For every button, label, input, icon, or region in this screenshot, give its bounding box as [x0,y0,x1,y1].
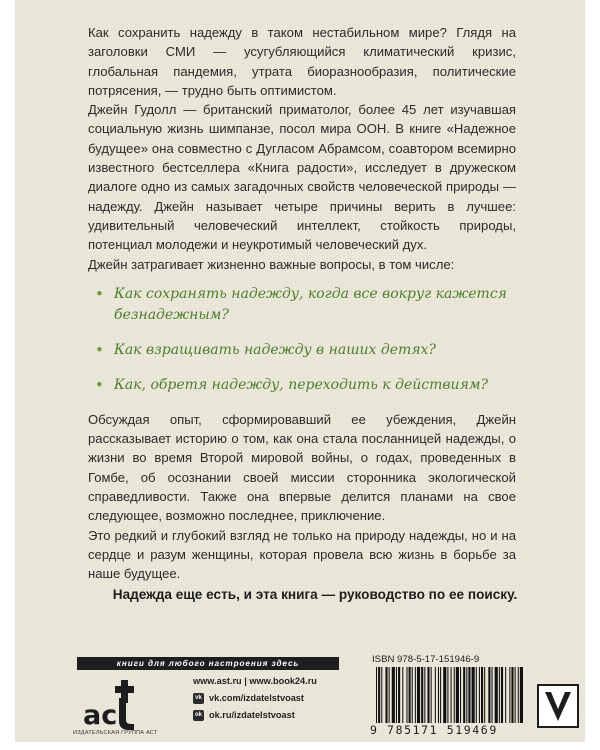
barcode-bar [409,667,411,723]
slogan-strip: книги для любого настроения здесь [77,657,339,670]
barcode-bar [435,667,436,723]
bullet-icon: • [95,340,104,359]
barcode-block [370,654,525,738]
publisher-subtitle: ИЗДАТЕЛЬСКАЯ ГРУППА АСТ [73,730,158,736]
ok-icon: ok [193,710,204,721]
ok-link[interactable]: ok.ru/izdatelstvoast [209,710,295,720]
barcode-bar [499,667,500,723]
barcode-bar [451,667,452,723]
barcode-bar [468,667,470,723]
question-item [88,284,516,326]
barcode-bar [378,667,380,723]
barcode-bar [443,667,446,723]
question-text: Как, обретя надежду, переходить к действиям? [114,376,488,393]
barcode-bar [454,667,455,723]
barcode-number: 9 785171 519469 [370,723,498,737]
barcode-bar [511,667,513,723]
vk-link[interactable]: vk.com/izdatelstvoast [209,693,304,703]
publisher-links [193,673,317,724]
description-paragraph-author: Джейн Гудолл — британский приматолог, более 45 лет изучавшая социальную жизнь шимпанзе, посол мира ООН. В книге «Надежное будущее» она совместно с Дугласом Абрамсом, соавтором всемирно известного бестселлера «Книга радости», исследует в дружеском диалоге одно из самых загадочных свойств человеческой природы — надежду. Джейн называет четыре причины верить в лучшее: удивительный человеческий интеллект, стойкость природы, потенциал молодежи и неукротимый человеческий дух. [88,102,516,253]
description-paragraph-story: Обсуждая опыт, сформировавший ее убеждения, Джейн рассказывает историю о том, как она стала посланницей надежды, о жизни во время Второй мировой войны, о годах, проведенных в Гомбе, об осознании своей миссии сторонника экологической справедливости. Также она впервые делится планами на свое следующее, возможно последнее, приключение. [88,411,516,524]
book-back-cover [15,0,585,742]
isbn-text: ISBN 978-5-17-151946-9 [372,654,480,665]
website-links[interactable]: www.ast.ru | www.book24.ru [193,676,317,686]
description-block [88,23,516,584]
barcode-bar [396,667,397,723]
barcode-bar [440,667,441,723]
barcode-bar [476,667,477,723]
barcode-bar [389,667,390,723]
barcode-bar [515,667,516,723]
barcode-bar [463,667,465,723]
question-item [88,340,516,361]
description-paragraph-intro: Как сохранить надежду в таком нестабильном мире? Глядя на заголовки СМИ — усугубляющийся климатический кризис, глобальная пандемия, утрата биоразнообразия, политические потрясения, — трудно быть оптимистом. [88,25,516,98]
imprint-v-logo-icon [537,684,579,728]
barcode-bar [501,667,503,723]
barcode-bar [481,667,483,723]
barcode-bar [488,667,490,723]
barcode-bar [466,667,467,723]
barcode-bar [381,667,382,723]
svg-text:ac: ac [83,700,118,731]
barcode-bar [424,667,425,723]
barcode-bar [460,667,461,723]
bullet-icon: • [95,284,104,303]
description-paragraph-closing: Это редкий и глубокий взгляд не только на природу надежды, но и на сердце и разум женщины, которая провела всю жизнь в борьбе за наше будущее. [88,527,516,582]
barcode-bar [479,667,480,723]
barcode-bar [520,667,523,723]
vk-link-row[interactable] [193,690,317,707]
description-paragraph-questions-lead: Джейн затрагивает жизненно важные вопросы, в том числе: [88,256,455,272]
barcode-bar [447,667,448,723]
ok-link-row[interactable] [193,707,317,724]
barcode-bar [392,667,395,723]
barcode-bar [484,667,485,723]
barcode-bar [456,667,459,723]
barcode-bar [415,667,416,723]
barcode-bar [431,667,432,723]
barcode-bar [421,667,423,723]
barcode-bar [492,667,493,723]
ast-logo-icon [81,676,143,732]
barcode-bar [406,667,407,723]
barcode-bar [412,667,413,723]
tagline: Надежда еще есть, и эта книга — руководство по ее поиску. [112,587,518,602]
barcode-bar [417,667,420,723]
barcode-bar [385,667,387,723]
question-item [88,375,516,396]
barcode-bar [518,667,519,723]
barcode-bar [402,667,403,723]
barcode-bar [427,667,429,723]
barcode-bar [509,667,510,723]
vk-icon: vk [193,693,204,704]
barcode-bar [438,667,439,723]
barcode-bar [495,667,498,723]
barcode-bar [376,667,377,723]
barcode-bar [472,667,475,723]
barcode-icon [370,667,525,723]
barcode-bar [505,667,506,723]
barcode-bar [398,667,400,723]
question-text: Как сохранять надежду, когда все вокруг кажется безнадежным? [114,285,507,323]
bullet-icon: • [95,375,104,394]
question-text: Как взращивать надежду в наших детях? [114,341,436,358]
question-list [88,284,516,396]
